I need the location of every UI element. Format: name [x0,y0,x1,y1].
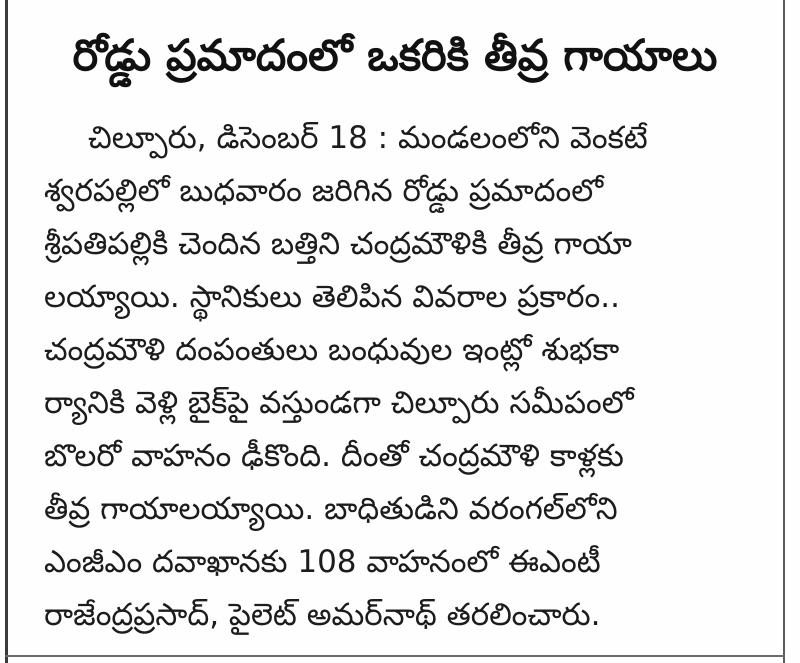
article-line: తీవ్ర గాయాలయ్యాయి. బాధితుడిని వరంగల్‌లోని [44,491,618,527]
article-line: శ్రీపతిపల్లికి చెందిన బత్తిని చంద్రమౌళికి తీవ్ర గాయా [44,226,632,262]
bottom-border-rule [5,655,785,657]
article-line: ఎంజీఎం దవాఖానకు 108 వాహనంలో ఈఎంటీ [44,544,601,580]
article-line: చిల్పూరు, డిసెంబర్ 18 : మండలంలోని వెంకటే [88,120,648,156]
article-line: చంద్రమౌళి దంపంతులు బంధువుల ఇంట్లో శుభకా [44,332,620,368]
article-line: లయ్యాయి. స్థానికులు తెలిపిన వివరాల ప్రకారం.. [44,279,620,315]
right-border-rule [783,0,785,663]
left-border-rule [5,0,8,663]
article-line: రాజేంద్రప్రసాద్, పైలెట్ అమర్‌నాథ్ తరలించారు. [44,597,601,633]
article-headline: రోడ్డు ప్రమాదంలో ఒకరికి తీవ్ర గాయాలు [72,31,718,81]
article-body [44,112,756,642]
article-line: శ్వరపల్లిలో బుధవారం జరిగిన రోడ్డు ప్రమాదంలో [44,173,604,209]
article-line: బొలరో వాహనం ఢీకొంది. దీంతో చంద్రమౌళి కాళ్లకు [44,438,624,474]
previous-article-clipped-heading [0,0,800,14]
article-line: ర్యానికి వెళ్లి బైక్‌పై వస్తుండగా చిల్పూరు సమీపంలో [44,385,634,421]
